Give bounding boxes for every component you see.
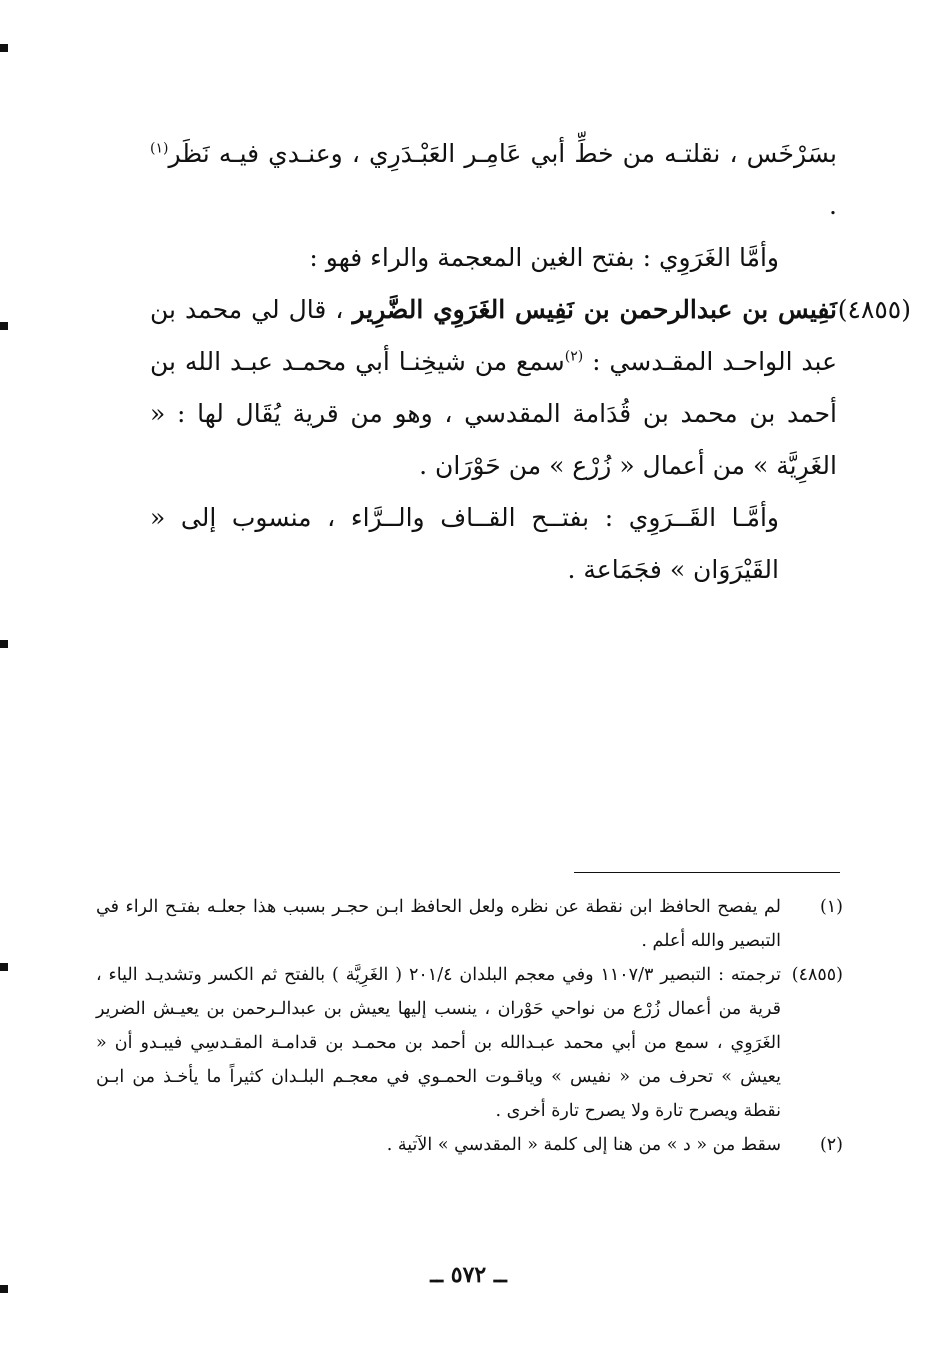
scan-edge-mark <box>0 640 8 648</box>
footnote-1 <box>96 890 843 958</box>
paragraph-text: بسَرْخَس ، نقلتـه من خطِّ أبي عَامِـر العَبْـدَرِي ، وعنـدي فيـه نَظَر <box>168 139 837 168</box>
footnote-text: لم يفصح الحافظ ابن نقطة عن نظره ولعل الحافظ ابـن حجـر بسبب هذا جعلـه بفتـح الراء في التبصير والله أعلم . <box>96 897 781 951</box>
entry-text: سمع من شيخِنـا أبي محمـد عبـد الله بن أحمد بن محمد بن قُدَامة المقدسي ، وهو من قرية يُقَال لها : « الغَرِيَّة » من أعمال « زُرْع » من حَوْرَان . <box>150 347 837 480</box>
main-text-block <box>150 128 911 596</box>
page-number: ــ ٥٧٢ ــ <box>430 1262 507 1288</box>
footnote-text: سقط من « د » من هنا إلى كلمة « المقدسي » الآتية . <box>386 1135 781 1155</box>
entry-text: ، قال لي محمد بن عبد الواحـد المقـدسي : <box>150 295 838 376</box>
paragraph-end: . <box>829 191 837 220</box>
paragraph-gharawi-heading: وأمَّا الغَرَوِي : بفتح الغين المعجمة والراء فهو : <box>309 243 779 272</box>
scan-edge-mark <box>0 963 8 971</box>
footnote-number: (٤٨٥٥) <box>791 965 843 985</box>
footnote-number: (٢) <box>819 1135 843 1155</box>
entry-number: (٤٨٥٥) <box>837 295 911 324</box>
paragraph-qarawi: وأمَّـا القَــرَوِي : بفتــح القــاف والــرَّاء ، منسوب إلى « القَيْرَوَان » فجَمَاعة . <box>150 503 779 584</box>
footnote-number: (١) <box>819 897 843 917</box>
footnote-separator <box>574 872 840 873</box>
footnote-ref: (١) <box>150 140 169 157</box>
entry-4855 <box>150 284 911 492</box>
footnotes-block <box>96 890 843 1162</box>
footnote-4855 <box>96 958 843 1128</box>
footnote-ref: (٢) <box>564 348 584 365</box>
footnote-2 <box>96 1128 843 1162</box>
scan-edge-mark <box>0 44 8 52</box>
scan-edge-mark <box>0 322 8 330</box>
entry-headword: نَفِيس بن عبدالرحمن بن نَفِيس الغَرَوِي الضَّرِير <box>352 295 837 324</box>
paragraph-sarakhs <box>150 128 837 232</box>
footnote-text: ترجمته : التبصير ١١٠٧/٣ وفي معجم البلدان ٢٠١/٤ ( الغَرِيَّة ) بالفتح ثم الكسر وتشديـد الياء ، قرية من أعمال زُرْع من نواحي حَوْران ، ينسب إليها يعيش بن عبدالـرحمن بن يعيـش الضرير الغَرَوِي ، سمع من أبي محمد عبـدالله بن أحمد بن محمـد بن قدامـة المقـدسِي فيبـدو أن « يعيش » تحرف من « نفيس » وياقـوت الحمـوي في معجـم البلـدان كثيراً ما يأخـذ من ابـن نقطة ويصرح تارة ولا يصرح تارة أخرى . <box>96 965 782 1121</box>
